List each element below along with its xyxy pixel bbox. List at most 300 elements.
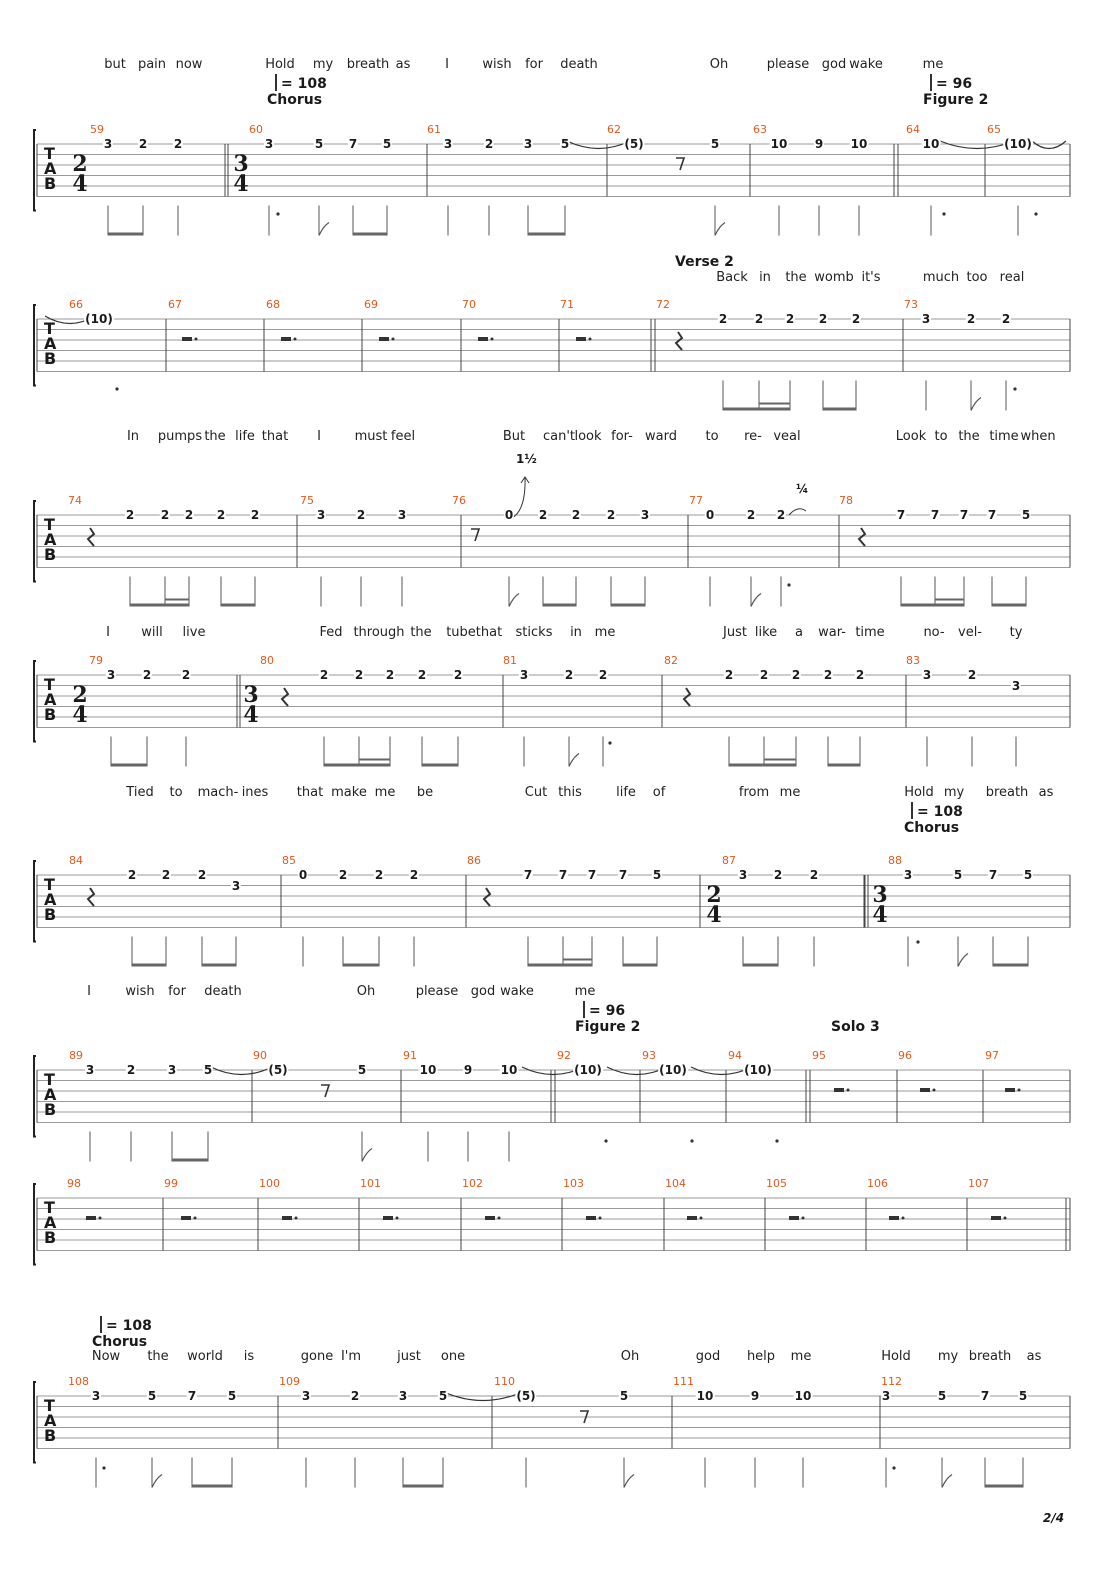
quarter-note-icon [275,74,277,91]
lyric-word: wish [482,57,512,72]
fret-number: 2 [538,508,548,522]
quarter-note-icon [100,1316,102,1333]
fret-number: 3 [881,1389,891,1403]
lyric-word: Now [91,1349,121,1364]
fret-number: 5 [1021,508,1031,522]
rest-mark [478,337,488,341]
rest-mark [1005,1088,1015,1092]
rest-mark [282,1216,292,1220]
note-beam [324,764,390,767]
fret-number: 2 [356,508,366,522]
bar-number: 65 [987,123,1001,136]
note-beam [343,964,379,967]
note-flag [751,594,761,607]
bar-number: 90 [253,1049,267,1062]
note-beam [723,408,790,411]
lyric-word: of [652,785,666,800]
lyric-word: re- [744,429,762,444]
note-beam [563,959,592,961]
fret-number: 3 [103,137,113,151]
bar-number: 69 [364,298,378,311]
bar-number: 104 [665,1177,686,1190]
fret-number: 10 [922,137,940,151]
fret-number: 7 [558,868,568,882]
fret-number: (5) [268,1063,288,1077]
fret-number: 3 [519,668,529,682]
tie-slur [211,1067,272,1075]
note-beam [165,599,189,601]
quarter-note-icon [911,802,913,819]
section-label: Figure 2 [923,92,989,108]
fret-number: (10) [744,1063,772,1077]
lyric-word: much [922,270,960,285]
time-signature: 2 4 [706,882,722,928]
time-signature: 3 4 [233,151,249,197]
bar-number: 112 [881,1375,902,1388]
lyric-word: from [738,785,770,800]
fret-number: 2 [125,508,135,522]
bar-number: 61 [427,123,441,136]
lyric-word: life [235,429,255,444]
lyric-word: the [410,625,432,640]
note-flag [362,1149,372,1162]
tie-slur [446,1393,520,1401]
fret-number: 2 [417,668,427,682]
bar-number: 91 [403,1049,417,1062]
rest-mark [834,1088,844,1092]
fret-number: 0 [504,508,514,522]
lyric-word: please [766,57,810,72]
rest-dot [498,1217,501,1220]
lyric-word: real [999,270,1025,285]
system-bracket [34,501,36,582]
rest-mark [789,1216,799,1220]
fret-number: 2 [809,868,819,882]
rest-mark [383,1216,393,1220]
fret-number: 2 [564,668,574,682]
fret-number: (10) [85,312,113,326]
fret-number: 3 [922,668,932,682]
bar-number: 87 [722,854,736,867]
rest-mark [181,1216,191,1220]
lyric-word: must [354,429,388,444]
lyric-word: me [779,785,801,800]
fret-number: 3 [231,878,241,893]
lyric-word: sticks [515,625,553,640]
lyric-word: as [1026,1349,1042,1364]
fret-number: 3 [921,312,931,326]
rest-mark [576,337,586,341]
note-beam [221,604,255,607]
note-flag [319,223,329,236]
fret-number: 7 [930,508,940,522]
fret-number: 7 [959,508,969,522]
lyric-word: gone [300,1349,334,1364]
bar-number: 99 [164,1177,178,1190]
fret-number: 5 [382,137,392,151]
note-beam [623,964,657,967]
bar-number: 94 [728,1049,742,1062]
bar-number: 103 [563,1177,584,1190]
tab-clef: T A B [44,144,57,193]
rest-mark [586,1216,596,1220]
rest-mark [281,337,291,341]
rest-dot [295,1217,298,1220]
fret-number: 7 [896,508,906,522]
section-label: Chorus [904,820,960,836]
tab-clef: T A B [44,319,57,368]
tab-clef: T A B [44,875,57,924]
lyric-word: Oh [709,57,729,72]
fret-number: 2 [571,508,581,522]
lyric-word: pumps [157,429,203,444]
fret-number: 2 [409,868,419,882]
fret-number: (10) [574,1063,602,1077]
bar-number: 100 [259,1177,280,1190]
fret-number: 5 [1018,1389,1028,1403]
rest-mark [86,1216,96,1220]
lyric-word: for [525,57,543,72]
bar-number: 75 [300,494,314,507]
tab-clef: T A B [44,1070,57,1119]
lyric-word: But [502,429,526,444]
lyric-word: Look [895,429,927,444]
lyric-word: I [106,625,110,640]
fret-number: 2 [184,508,194,522]
lyric-word: one [440,1349,466,1364]
lyric-word: to [934,429,948,444]
lyric-word: feel [390,429,416,444]
note-beam [192,1485,232,1488]
rest-dot [802,1217,805,1220]
fret-number: 3 [443,137,453,151]
section-label: Figure 2 [575,1019,641,1035]
system-bracket [34,1056,36,1137]
fret-number: 2 [598,668,608,682]
bar-number: 85 [282,854,296,867]
time-signature: 3 4 [872,882,888,928]
bend-curve [789,509,806,515]
fret-number: 3 [523,137,533,151]
rest-dot [1018,1089,1021,1092]
fret-number: 2 [126,1063,136,1077]
rhythm-dot [892,1466,895,1469]
fret-number: 2 [724,668,734,682]
fret-number: (5) [516,1389,536,1403]
tie-slur [567,141,630,149]
fret-number: 2 [161,868,171,882]
quarter-rest [484,888,490,906]
lyric-word: the [785,270,807,285]
quarter-rest [859,528,865,546]
fret-number: (10) [659,1063,687,1077]
fret-number: 5 [1023,868,1033,882]
bar-number: 60 [249,123,263,136]
lyric-word: a [795,625,803,640]
fret-number: 2 [818,312,828,326]
lyric-word: vel- [958,625,982,640]
fret-number: 3 [738,868,748,882]
fret-number: 2 [754,312,764,326]
quarter-rest [676,332,682,350]
tempo-marking [583,1001,625,1019]
time-signature: 2 4 [72,151,88,197]
note-flag [971,398,981,411]
fret-number: 9 [750,1389,760,1403]
rest-dot [396,1217,399,1220]
note-beam [993,964,1028,967]
section-label: Verse 2 [675,254,734,270]
time-signature: 3 4 [243,682,259,728]
fret-number: 2 [823,668,833,682]
fret-number: 10 [850,137,868,151]
fret-number: 2 [127,868,137,882]
quarter-note-icon [930,74,932,91]
rest-dot [1004,1217,1007,1220]
bar-number: 76 [452,494,466,507]
note-beam [172,1159,208,1162]
lyric-word: the [958,429,980,444]
bar-number: 82 [664,654,678,667]
note-beam [935,599,964,601]
fret-number: 2 [173,137,183,151]
lyric-word: this [558,785,582,800]
rhythm-dot [276,212,279,215]
fret-number: 5 [560,137,570,151]
lyric-word: I'm [340,1349,362,1364]
fret-number: 7 [980,1389,990,1403]
lyric-word: time [855,625,885,640]
fret-number: 2 [791,668,801,682]
lyric-word: me [594,625,616,640]
note-beam [611,604,645,607]
bar-number: 71 [560,298,574,311]
lyric-word: the [147,1349,169,1364]
note-flag [942,1475,952,1488]
note-beam [828,764,860,767]
lyric-word: Hold [881,1349,911,1364]
bar-number: 66 [69,298,83,311]
lyric-word: death [560,57,598,72]
system-bracket [34,661,36,742]
bar-number: 63 [753,123,767,136]
fret-number: 2 [759,668,769,682]
lyric-word: war- [818,625,846,640]
lyric-word: ty [1009,625,1023,640]
fret-number: 0 [705,508,715,522]
lyric-word: breath [968,1349,1012,1364]
note-beam [202,964,236,967]
lyric-word: that [296,785,324,800]
rest-dot [294,338,297,341]
lyric-word: Oh [620,1349,640,1364]
lyric-word: world [187,1349,223,1364]
rest-dot [194,1217,197,1220]
fret-number: 2 [350,1389,360,1403]
rhythm-dot [942,212,945,215]
fret-number: 10 [500,1063,518,1077]
tempo-value: = 108 [281,76,327,92]
fret-number: 0 [298,868,308,882]
fret-number: 2 [967,668,977,682]
quarter-note-icon [583,1001,585,1018]
lyric-word: Oh [356,984,376,999]
fret-number: 2 [746,508,756,522]
bar-number: 74 [68,494,82,507]
fret-number: 5 [203,1063,213,1077]
fret-number: 2 [484,137,494,151]
lyric-word: Back [716,270,748,285]
tab-clef: T A B [44,515,57,564]
system-bracket [34,1184,36,1265]
tempo-value: = 96 [936,76,973,92]
note-beam [901,604,964,607]
lyric-word: be [416,785,434,800]
lyric-word: too [966,270,988,285]
fret-number: 7 [618,868,628,882]
rhythm-dot [102,1466,105,1469]
note-beam [359,759,390,761]
rest-dot [491,338,494,341]
rhythm-dot [604,1139,607,1142]
lyric-word: wake [849,57,883,72]
lyric-word: through [353,625,405,640]
fret-number: 2 [354,668,364,682]
rest-mark [889,1216,899,1220]
section-label: Solo 3 [831,1019,880,1035]
rest-dot [700,1217,703,1220]
fret-number: 2 [338,868,348,882]
tempo-marking [275,74,327,92]
bar-number: 79 [89,654,103,667]
fret-number: 5 [357,1063,367,1077]
fret-number: 2 [181,668,191,682]
rest-mark [485,1216,495,1220]
section-label: Chorus [92,1334,148,1350]
rhythm-dot [608,741,611,744]
lyric-word: that [475,625,503,640]
bar-number: 72 [656,298,670,311]
lyric-word: is [243,1349,255,1364]
lyric-word: for- [611,429,633,444]
fret-number: 9 [814,137,824,151]
fret-number: 2 [1001,312,1011,326]
tempo-marking [911,802,963,820]
lyric-word: veal [773,429,801,444]
fret-number: 2 [776,508,786,522]
lyric-word: the [204,429,226,444]
lyric-word: to [705,429,719,444]
lyric-word: breath [985,785,1029,800]
system-bracket [34,305,36,386]
lyric-word: my [937,1349,959,1364]
note-beam [764,759,796,761]
bar-number: 78 [839,494,853,507]
fret-number: 7 [587,868,597,882]
lyric-word: my [312,57,334,72]
fret-number: 7 [987,508,997,522]
rest-dot [933,1089,936,1092]
bar-number: 110 [494,1375,515,1388]
quarter-rest [282,688,288,706]
bar-number: 101 [360,1177,381,1190]
lyric-word: me [574,984,596,999]
note-beam [992,604,1026,607]
bar-number: 62 [607,123,621,136]
fret-number: 3 [301,1389,311,1403]
bar-number: 109 [279,1375,300,1388]
rest-dot [392,338,395,341]
rest-mark [687,1216,697,1220]
lyric-word: me [374,785,396,800]
fret-number: 2 [250,508,260,522]
bar-number: 81 [503,654,517,667]
lyric-word: god [821,57,847,72]
rest-mark [920,1088,930,1092]
lyric-word: look [574,429,602,444]
bar-number: 70 [462,298,476,311]
fret-number: 10 [696,1389,714,1403]
note-flag [569,754,579,767]
note-flag [715,223,725,236]
note-flag [624,1475,634,1488]
fret-number: 3 [106,668,116,682]
lyric-word: time [989,429,1019,444]
fret-number: 10 [770,137,788,151]
fret-number: 7 [523,868,533,882]
rhythm-dot [916,940,919,943]
tab-clef: T A B [44,1396,57,1445]
fret-number: 2 [374,868,384,882]
lyric-word: Just [723,625,747,640]
fret-number: 5 [953,868,963,882]
rhythm-dot [775,1139,778,1142]
lyric-word: me [922,57,944,72]
note-beam [528,964,592,967]
fret-number: 7 [187,1389,197,1403]
fret-number: 2 [855,668,865,682]
lyric-word: but [104,57,126,72]
rest-dot [599,1217,602,1220]
time-signature: 2 4 [72,682,88,728]
lyric-word: Hold [904,785,934,800]
note-beam [422,764,458,767]
bar-number: 92 [557,1049,571,1062]
fret-number: 2 [851,312,861,326]
bar-number: 67 [168,298,182,311]
bar-number: 88 [888,854,902,867]
rest-mark [182,337,192,341]
bar-number: 80 [260,654,274,667]
bend-amount: 1½ [516,452,537,466]
lyric-word: just [397,1349,421,1364]
bar-number: 107 [968,1177,989,1190]
fret-number: 9 [463,1063,473,1077]
lyric-word: can't [542,429,576,444]
lyric-word: me [790,1349,812,1364]
rest-dot [589,338,592,341]
bar-number: 102 [462,1177,483,1190]
tempo-value: = 108 [917,804,963,820]
note-beam [543,604,576,607]
lyric-word: Fed [319,625,343,640]
fret-number: 3 [1011,678,1021,693]
note-beam [403,1485,443,1488]
rhythm-dot [1013,387,1016,390]
note-beam [353,233,387,236]
bar-number: 93 [642,1049,656,1062]
fret-number: 10 [419,1063,437,1077]
